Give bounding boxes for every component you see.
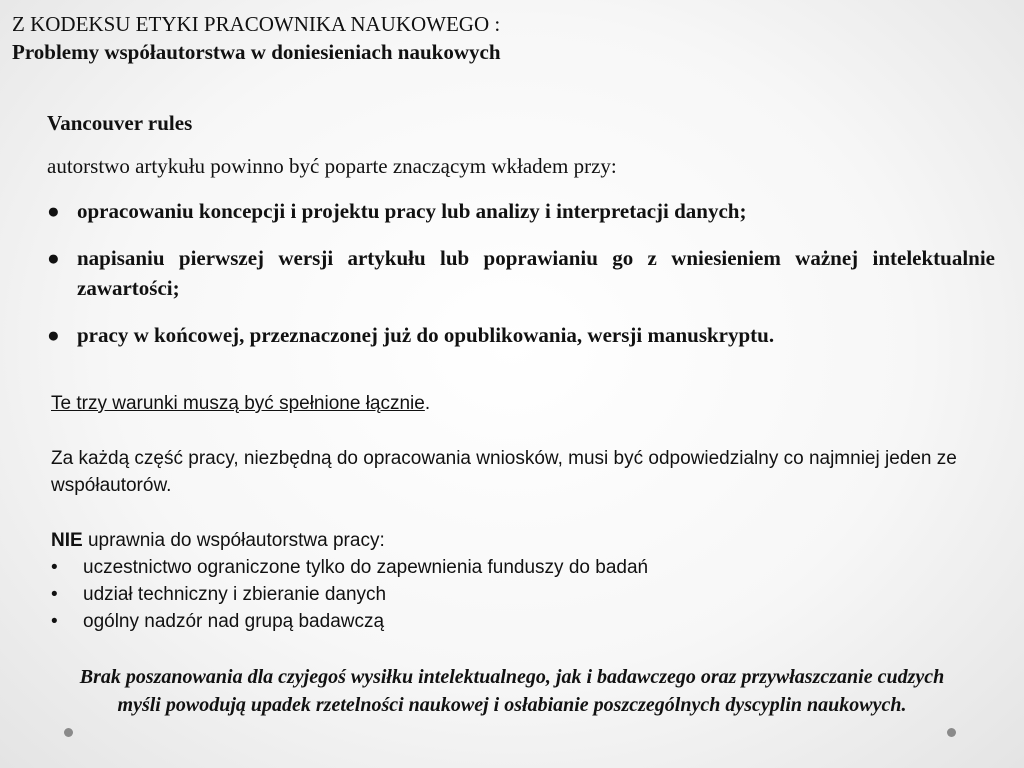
slide-subtitle: Problemy współautorstwa w doniesieniach naukowych: [12, 40, 501, 64]
nie-exclusion-text: ogólny nadzór nad grupą badawczą: [83, 611, 385, 632]
conditions-suffix: .: [424, 393, 431, 414]
decorative-dot-icon: [64, 728, 73, 737]
bullet-icon: ●: [47, 199, 60, 223]
bullet-icon: •: [51, 584, 58, 605]
vancouver-criterion: [47, 243, 995, 303]
vancouver-criterion-text: napisaniu pierwszej wersji artykułu lub poprawianiu go z wniesieniem ważnej intelektualnie zawartości;: [77, 246, 995, 300]
slide-title: Z KODEKSU ETYKI PRACOWNIKA NAUKOWEGO :: [12, 12, 501, 36]
responsibility-note: Za każdą część pracy, niezbędną do opracowania wniosków, musi być odpowiedzialny co najmniej jeden ze współautorów.: [51, 448, 957, 496]
conditions-underlined-text: Te trzy warunki muszą być spełnione łącznie: [51, 393, 425, 414]
nie-exclusion: [51, 554, 981, 581]
nie-exclusion: [51, 581, 981, 608]
vancouver-criterion: [47, 196, 995, 226]
vancouver-rules-section: [47, 108, 995, 350]
vancouver-criteria-list: [47, 196, 995, 350]
vancouver-criterion-text: opracowaniu koncepcji i projektu pracy lub analizy i interpretacji danych;: [77, 199, 747, 223]
vancouver-intro: autorstwo artykułu powinno być poparte znaczącym wkładem przy:: [47, 154, 617, 178]
decorative-dot-icon: [947, 728, 956, 737]
bullet-icon: •: [51, 611, 58, 632]
vancouver-heading: Vancouver rules: [47, 111, 193, 135]
nie-keyword: NIE: [51, 530, 83, 551]
conditions-note: [51, 390, 981, 417]
nie-section: [51, 527, 981, 635]
bullet-icon: ●: [47, 323, 60, 347]
bullet-icon: ●: [47, 246, 60, 270]
bullet-icon: •: [51, 557, 58, 578]
nie-exclusion-text: udział techniczny i zbieranie danych: [83, 584, 387, 605]
nie-exclusion-text: uczestnictwo ograniczone tylko do zapewnienia funduszy do badań: [83, 557, 649, 578]
nie-heading: [51, 527, 981, 554]
nie-exclusion: [51, 608, 981, 635]
vancouver-criterion: [47, 320, 995, 350]
nie-heading-text: uprawnia do współautorstwa pracy:: [82, 530, 385, 551]
vancouver-criterion-text: pracy w końcowej, przeznaczonej już do opublikowania, wersji manuskryptu.: [77, 323, 775, 347]
nie-exclusions-list: [51, 554, 981, 635]
closing-statement: Brak poszanowania dla czyjegoś wysiłku intelektualnego, jak i badawczego oraz przywłaszczanie cudzych myśli powodują upadek rzetelności naukowej i osłabianie poszczególnych dyscyplin naukowych.: [79, 666, 945, 716]
slide-header: [12, 10, 501, 66]
